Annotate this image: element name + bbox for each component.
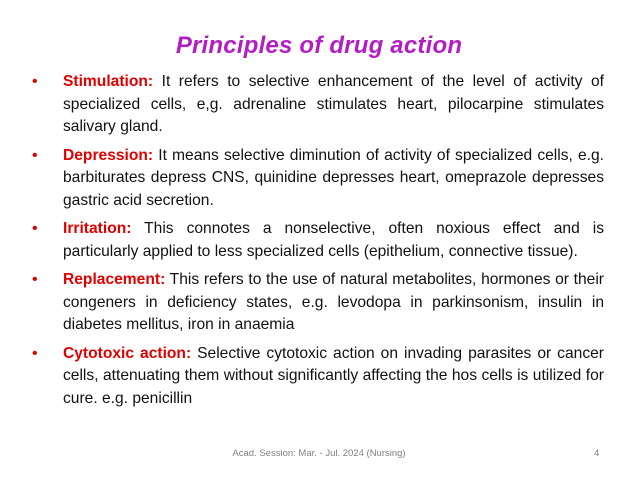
bullet-item-depression: [30, 145, 604, 213]
bullet-text: It means selective diminution of activity of specialized cells, e.g. barbiturates depress CNS, quinidine depresses heart, omeprazole depresses gastric acid secretion.: [63, 146, 604, 209]
bullet-term: Irritation:: [63, 220, 132, 237]
bullet-term: Stimulation:: [63, 73, 154, 90]
bullet-icon: •: [32, 271, 38, 288]
bullet-item-stimulation: [30, 71, 604, 139]
bullet-icon: •: [32, 146, 38, 164]
slide-title: Principles of drug action: [175, 32, 463, 59]
bullet-text: It refers to selective enhancement of the level of activity of specialized cells, e,g. adrenaline stimulates heart, pilocarpine stimulates salivary gland.: [63, 73, 604, 135]
page-number: 4: [594, 448, 600, 459]
slide-footer: Acad. Session: Mar. - Jul. 2024 (Nursing): [232, 448, 406, 459]
bullet-icon: •: [32, 344, 38, 362]
bullet-term: Depression:: [63, 146, 154, 164]
bullet-text: This refers to the use of natural metabolites, hormones or their congeners in deficiency states, e.g. levodopa in parkinsonism, insulin in diabetes mellitus, iron in anaemia: [63, 271, 604, 333]
bullet-item-irritation: [30, 218, 604, 263]
bullet-list: [30, 71, 604, 416]
bullet-text: Selective cytotoxic action on invading parasites or cancer cells, attenuating them without significantly affecting the hos cells is utilized for cure. e.g. penicillin: [63, 344, 604, 407]
bullet-icon: •: [32, 73, 38, 90]
bullet-term: Cytotoxic action:: [63, 344, 192, 362]
bullet-item-cytotoxic-action: [30, 343, 604, 411]
bullet-text: This connotes a nonselective, often noxious effect and is particularly applied to less specialized cells (epithelium, connective tissue).: [63, 220, 604, 260]
bullet-term: Replacement:: [63, 271, 166, 288]
bullet-item-replacement: [30, 269, 604, 337]
bullet-icon: •: [32, 220, 38, 237]
